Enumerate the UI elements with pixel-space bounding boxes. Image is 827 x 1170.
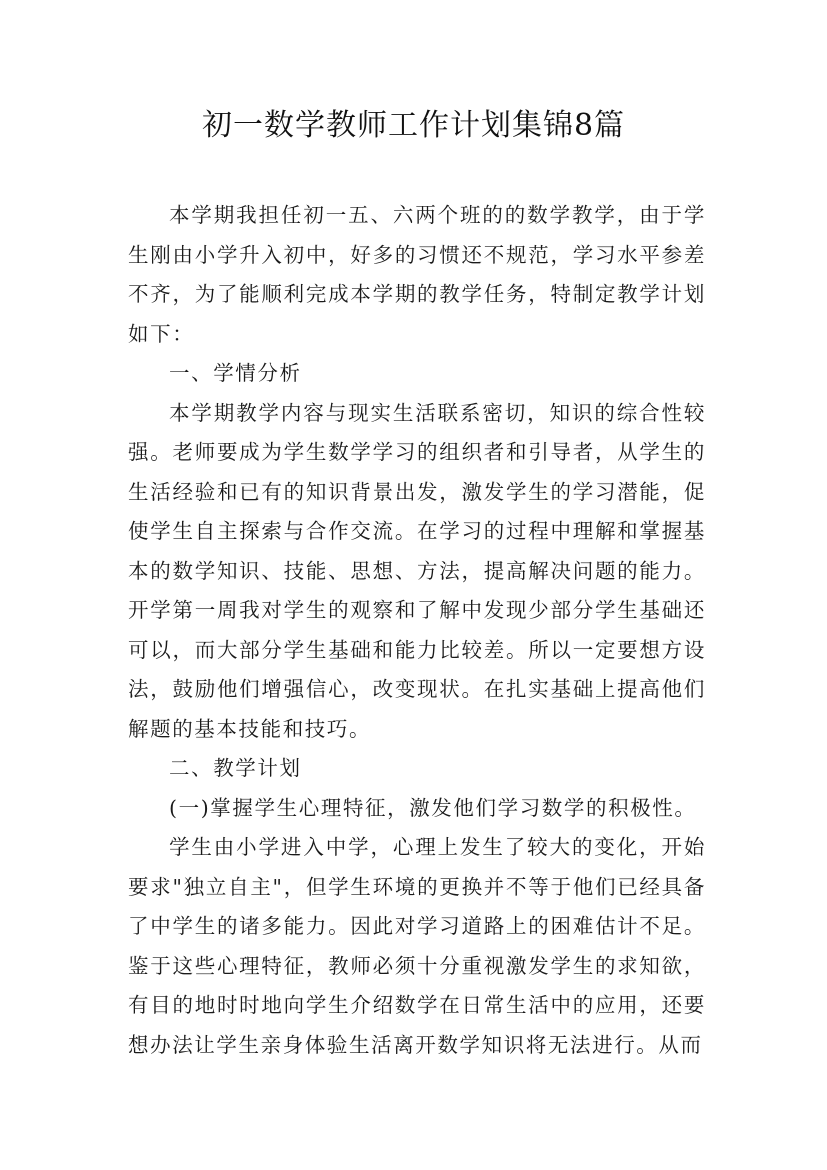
document-body: [128, 196, 706, 1065]
heading-section-2: 二、教学计划: [169, 756, 302, 780]
paragraph-analysis: 本学期教学内容与现实生活联系密切，知识的综合性较强。老师要成为学生数学学习的组织者和引导者，从学生的生活经验和已有的知识背景出发，激发学生的学习潜能，促使学生自主探索与合作交流。在学习的过程中理解和掌握基本的数学知识、技能、思想、方法，提高解决问题的能力。开学第一周我对学生的观察和了解中发现少部分学生基础还可以，而大部分学生基础和能力比较差。所以一定要想方设法，鼓励他们增强信心，改变现状。在扎实基础上提高他们解题的基本技能和技巧。: [128, 400, 706, 741]
heading-section-1: 一、学情分析: [169, 361, 302, 385]
paragraph-intro: 本学期我担任初一五、六两个班的的数学教学，由于学生刚由小学升入初中，好多的习惯还不规范，学习水平参差不齐，为了能顺利完成本学期的教学任务，特制定教学计划如下：: [128, 203, 706, 346]
paragraph-psychology: 学生由小学进入中学，心理上发生了较大的变化，开始要求"独立自主"，但学生环境的更换并不等于他们已经具备了中学生的诸多能力。因此对学习道路上的困难估计不足。鉴于这些心理特征，教师必须十分重视激发学生的求知欲，有目的地时时地向学生介绍数学在日常生活中的应用，还要想办法让学生亲身体验生活离开数学知识将无法进行。从而: [128, 835, 706, 1057]
subheading-1: (一)掌握学生心理特征，激发他们学习数学的积极性。: [169, 795, 697, 820]
document-title: 初一数学教师工作计划集锦8篇: [201, 108, 626, 143]
